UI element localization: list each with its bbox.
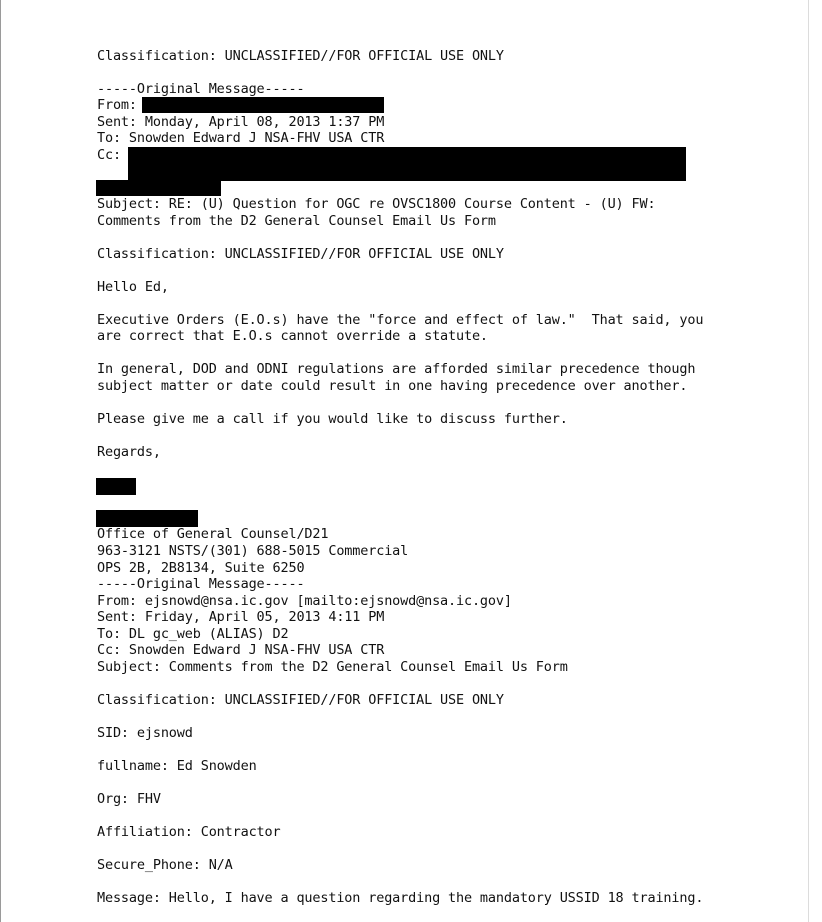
- subject-line-1: Subject: RE: (U) Question for OGC re OVSC1800 Course Content - (U) FW:: [97, 196, 656, 212]
- signature-phone: 963-3121 NSTS/(301) 688-5015 Commercial: [97, 543, 409, 559]
- paragraph-1-line-2: are correct that E.O.s cannot override a statute.: [97, 328, 488, 344]
- classification-reply: Classification: UNCLASSIFIED//FOR OFFICIAL USE ONLY: [97, 246, 504, 262]
- signature-office: Office of General Counsel/D21: [97, 526, 329, 542]
- form-message: Message: Hello, I have a question regarding the mandatory USSID 18 training.: [97, 890, 704, 906]
- cc-label: Cc:: [97, 147, 121, 163]
- signature-location: OPS 2B, 2B8134, Suite 6250: [97, 560, 305, 576]
- redaction-signature-title: [96, 510, 198, 527]
- sent-line: Sent: Monday, April 08, 2013 1:37 PM: [97, 114, 385, 130]
- closing: Regards,: [97, 444, 161, 460]
- subject-line-2: Comments from the D2 General Counsel Email Us Form: [97, 213, 496, 229]
- form-sid: SID: ejsnowd: [97, 725, 193, 741]
- original-message-divider-2: -----Original Message-----: [97, 576, 305, 592]
- paragraph-2-line-2: subject matter or date could result in one having precedence over another.: [97, 378, 688, 394]
- form-secure-phone: Secure_Phone: N/A: [97, 857, 233, 873]
- redaction-signature-name: [96, 478, 136, 495]
- original-message-divider: -----Original Message-----: [97, 81, 305, 97]
- classification-header: Classification: UNCLASSIFIED//FOR OFFICIAL USE ONLY: [97, 48, 504, 64]
- to-line: To: Snowden Edward J NSA-FHV USA CTR: [97, 130, 385, 146]
- from-label: From:: [97, 97, 137, 113]
- paragraph-2-line-1: In general, DOD and ODNI regulations are afforded similar precedence though: [97, 361, 696, 377]
- cc-line-2: Cc: Snowden Edward J NSA-FHV USA CTR: [97, 642, 385, 658]
- form-org: Org: FHV: [97, 791, 161, 807]
- classification-form: Classification: UNCLASSIFIED//FOR OFFICIAL USE ONLY: [97, 692, 504, 708]
- subject-line-original: Subject: Comments from the D2 General Counsel Email Us Form: [97, 659, 568, 675]
- redaction-from: [142, 97, 384, 113]
- from-line-2: From: ejsnowd@nsa.ic.gov [mailto:ejsnowd@nsa.ic.gov]: [97, 593, 512, 609]
- paragraph-3: Please give me a call if you would like to discuss further.: [97, 411, 568, 427]
- paragraph-1-line-1: Executive Orders (E.O.s) have the "force and effect of law." That said, you: [97, 312, 704, 328]
- form-affiliation: Affiliation: Contractor: [97, 824, 281, 840]
- greeting: Hello Ed,: [97, 279, 169, 295]
- redaction-cc-continued: [96, 180, 221, 196]
- redaction-cc: [128, 147, 686, 181]
- sent-line-2: Sent: Friday, April 05, 2013 4:11 PM: [97, 609, 385, 625]
- form-fullname: fullname: Ed Snowden: [97, 758, 257, 774]
- to-line-2: To: DL gc_web (ALIAS) D2: [97, 626, 289, 642]
